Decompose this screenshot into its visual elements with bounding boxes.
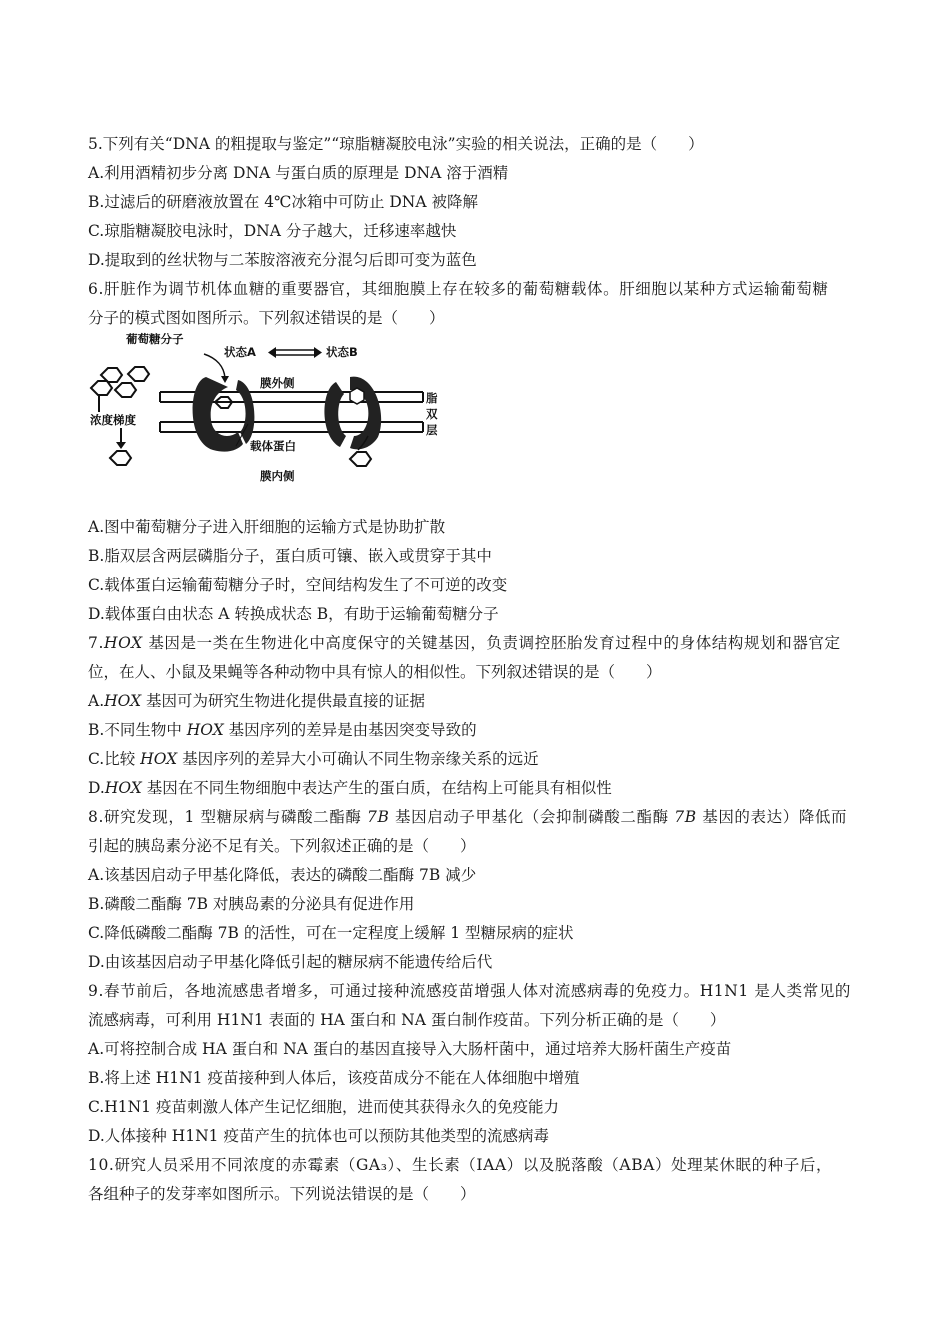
q8-option-a: A.该基因启动子甲基化降低，表达的磷酸二酯酶 7B 减少 [88, 866, 477, 884]
q6-stem-line-2: 分子的模式图如图所示。下列叙述错误的是（ ） [88, 309, 445, 327]
q9-option-d: D.人体接种 H1N1 疫苗产生的抗体也可以预防其他类型的流感病毒 [88, 1127, 549, 1145]
q9-stem-line-2: 流感病毒，可利用 H1N1 表面的 HA 蛋白和 NA 蛋白制作疫苗。下列分析正确的是（ ） [88, 1011, 726, 1029]
label-lipid-3: 层 [426, 423, 438, 437]
glucose-hexagon-icon [128, 367, 149, 381]
q6-option-c: C.载体蛋白运输葡萄糖分子时，空间结构发生了不可逆的改变 [88, 576, 508, 594]
q7-stem-line-2: 位，在人、小鼠及果蝇等各种动物中具有惊人的相似性。下列叙述错误的是（ ） [88, 663, 662, 681]
q9-option-b: B.将上述 H1N1 疫苗接种到人体后，该疫苗成分不能在人体细胞中增殖 [88, 1069, 580, 1087]
q8-option-c: C.降低磷酸二酯酶 7B 的活性，可在一定程度上缓解 1 型糖尿病的症状 [88, 924, 574, 942]
q7-option-c: C.比较 HOX 基因序列的差异大小可确认不同生物亲缘关系的远近 [88, 750, 539, 768]
q9-stem-line-1: 9.春节前后，各地流感患者增多，可通过接种流感疫苗增强人体对流感病毒的免疫力。H1N1 是人类常见的 [88, 982, 852, 1000]
q10-stem-line-1: 10.研究人员采用不同浓度的赤霉素（GA₃）、生长素（IAA）以及脱落酸（ABA）处理某休眠的种子后， [88, 1156, 833, 1174]
gradient-arrow-head-icon [116, 442, 126, 449]
q9-option-a: A.可将控制合成 HA 蛋白和 NA 蛋白的基因直接导入大肠杆菌中，通过培养大肠杆菌生产疫苗 [88, 1040, 732, 1058]
glucose-inside-cell-icon [350, 452, 371, 466]
glucose-carrier-diagram [88, 332, 448, 502]
glucose-hexagon-icon [110, 451, 131, 465]
label-gradient: 浓度梯度 [90, 413, 136, 427]
q5-option-b: B.过滤后的研磨液放置在 4℃冰箱中可防止 DNA 被降解 [88, 193, 478, 211]
carrier-protein-state-b [324, 377, 381, 450]
label-glucose: 葡萄糖分子 [126, 332, 184, 346]
state-arrow-right-icon [314, 347, 322, 358]
q9-option-c: C.H1N1 疫苗刺激人体产生记忆细胞，进而使其获得永久的免疫能力 [88, 1098, 559, 1116]
label-carrier: 载体蛋白 [250, 439, 296, 453]
q7-option-a: A.HOX 基因可为研究生物进化提供最直接的证据 [88, 692, 426, 710]
glucose-hexagon-icon [91, 381, 112, 395]
q5-option-d: D.提取到的丝状物与二苯胺溶液充分混匀后即可变为蓝色 [88, 251, 477, 269]
glucose-hexagon-icon [115, 383, 136, 397]
hox-gene-term: HOX [104, 634, 143, 652]
q5-option-c: C.琼脂糖凝胶电泳时，DNA 分子越大，迁移速率越快 [88, 222, 457, 240]
label-lipid-2: 双 [426, 407, 438, 421]
q6-stem-line-1: 6.肝脏作为调节机体血糖的重要器官，其细胞膜上存在较多的葡萄糖载体。肝细胞以某种方式运输葡萄糖 [88, 280, 829, 298]
q7-option-d: D.HOX 基因在不同生物细胞中表达产生的蛋白质，在结构上可能具有相似性 [88, 779, 612, 797]
q8-option-d: D.由该基因启动子甲基化降低引起的糖尿病不能遗传给后代 [88, 953, 493, 971]
q5-stem: 5.下列有关“DNA 的粗提取与鉴定”“琼脂糖凝胶电泳”实验的相关说法，正确的是（ ） [88, 135, 704, 153]
label-state-b: 状态B [326, 345, 358, 359]
label-state-a: 状态A [224, 345, 256, 359]
q6-option-a: A.图中葡萄糖分子进入肝细胞的运输方式是协助扩散 [88, 518, 446, 536]
q8-option-b: B.磷酸二酯酶 7B 对胰岛素的分泌具有促进作用 [88, 895, 415, 913]
entry-arrow [204, 354, 225, 378]
q8-stem-line-1: 8.研究发现，1 型糖尿病与磷酸二酯酶 7B 基因启动子甲基化（会抑制磷酸二酯酶 7B 基因的表达）降低而 [88, 808, 848, 826]
entry-arrow-head-icon [221, 376, 229, 383]
q10-stem-line-2: 各组种子的发芽率如图所示。下列说法错误的是（ ） [88, 1185, 476, 1203]
q8-stem-line-2: 引起的胰岛素分泌不足有关。下列叙述正确的是（ ） [88, 837, 476, 855]
q6-option-b: B.脂双层含两层磷脂分子，蛋白质可镶、嵌入或贯穿于其中 [88, 547, 492, 565]
glucose-hexagon-icon [101, 368, 122, 382]
state-arrow-left-icon [268, 347, 276, 358]
label-lipid-1: 脂 [426, 391, 438, 405]
glucose-carrier-figure [88, 332, 448, 502]
q6-option-d: D.载体蛋白由状态 A 转换成状态 B，有助于运输葡萄糖分子 [88, 605, 499, 623]
label-outside: 膜外侧 [260, 376, 295, 390]
q7-option-b: B.不同生物中 HOX 基因序列的差异是由基因突变导致的 [88, 721, 477, 739]
carrier-protein-state-a [193, 377, 255, 452]
q7-stem-line-1: 7.HOX 基因是一类在生物进化中高度保守的关键基因，负责调控胚胎发育过程中的身体结构规划和器官定 [88, 634, 841, 652]
q5-option-a: A.利用酒精初步分离 DNA 与蛋白质的原理是 DNA 溶于酒精 [88, 164, 509, 182]
label-inside: 膜内侧 [260, 469, 295, 483]
